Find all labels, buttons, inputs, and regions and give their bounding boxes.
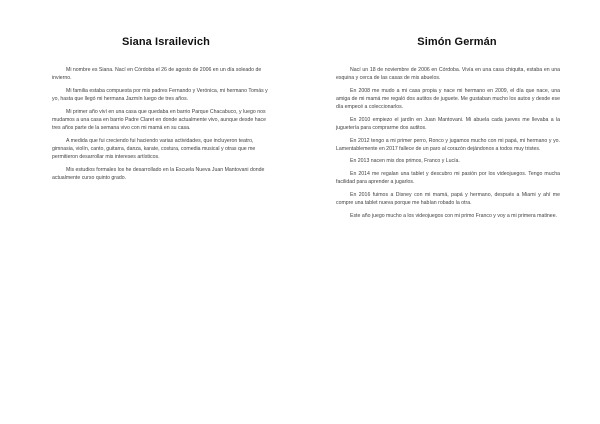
right-page-body: [336, 66, 560, 220]
paragraph: Este año juego mucho a los videojuegos con mi primo Franco y voy a mi primera matinee.: [350, 212, 558, 219]
page-title-right: Simón Germán: [417, 36, 497, 48]
paragraph: En 2014 me regalan una tablet y descubro mi pasión por los videojuegos. Tengo mucha facilidad para aprender a jugarlos.: [336, 170, 560, 186]
paragraph: Mi primer año viví en una casa que quedaba en barrio Parque Chacabuco, y luego nos mudamos a una casa en barrio Padre Claret en donde actualmente vivo, aunque desde hace tres años parte de la semana vivo con mi mamá en su casa.: [52, 108, 266, 131]
paragraph: En 2013 nacen mis dos primos, Franco y Lucía.: [350, 158, 460, 165]
paragraph: Mis estudios formales los he desarrollado en la Escuela Nueva Juan Mantovani donde actualmente curso quinto grado.: [52, 166, 265, 181]
paragraph: En 2010 empiezo el jardín en Juan Mantovani. Mi abuela cada jueves me llevaba a la juguetería para comprarme dos autitos.: [336, 116, 560, 131]
paragraph: En 2012 tengo a mi primer perro, Ronco y jugamos mucho con mi papá, mi hermano y yo. Lamentablemente en 2017 fallece de un paro al corazón dejándonos a todos muy tristes.: [336, 137, 560, 152]
paragraph: A medida que fui creciendo fui haciendo varias actividades, que incluyeron teatro, gimnasia, violín, canto, guitarra, danza, karate, costura, comedia musical y otras que me permitieron desarrollar mis intereses artísticos.: [52, 137, 256, 160]
paragraph: En 2016 fuimos a Disney con mi mamá, papá y hermano, después a Miami y ahí me compre una tablet nueva porque me habían robado la otra.: [336, 191, 560, 206]
paragraph: Nací un 18 de noviembre de 2006 en Córdoba. Vivía en una casa chiquita, estaba en una esquina y cerca de las casas de mis abuelos.: [336, 67, 560, 82]
paragraph: Mi nombre es Siana. Nací en Córdoba el 26 de agosto de 2006 en un día soleado de invierno.: [52, 67, 262, 82]
paragraph: Mi familia estaba compuesta por mis padres Fernando y Verónica, mi hermano Tomás y yo, hasta que llegó mi hermana Jazmín luego de tres años.: [52, 87, 268, 102]
right-page: [300, 0, 600, 424]
paragraph: En 2008 me mudo a mi casa propia y nace mi hermano en 2009, el día que nace, una amiga de mi mamá me regaló dos autitos de juguete. Me gustaban mucho los autos y desde ese día empecé a coleccionarlos.: [336, 87, 560, 111]
page-title-left: Siana Israilevich: [122, 36, 210, 48]
left-page-body: [52, 66, 268, 182]
